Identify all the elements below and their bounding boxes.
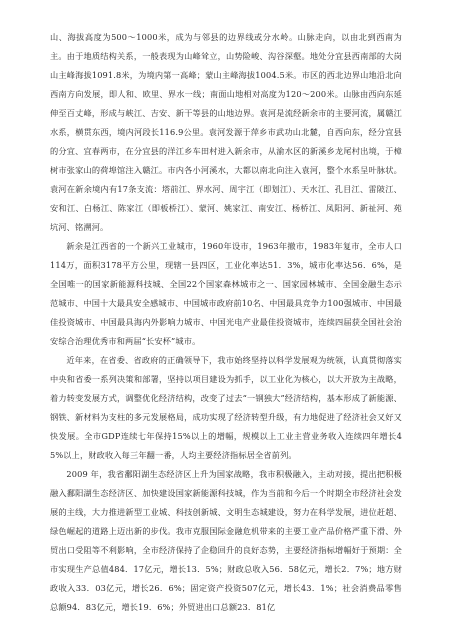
paragraph-geography: 山、海拔高度为500～1000米，成为与邻县的边界线或分水岭。山脉走向，以由北到西南为主。由于地质结构关系，一般表现为山峰耸立，山势险峻、沟谷深壑。地处分宜县西南部的大岗山主峰海拔1091.8米，为境内第一高峰；蒙山主峰海拔1004.5米。市区的西北边界山地沿北向西南方向发展，即人和、欧里、界水一线；南面山地相对高度为120～200米。山脉由西向东延伸至百丈峰，形成与峡江、吉安、新干等县的山地边界。袁河是流经新余市的主要河流，属赣江水系，横贯东西，境内河段长116.9公里。袁河发源于萍乡市武功山北麓，自西向东，经分宜县的分宜、宜春两市，在分宜县的洋江乡车田村进入新余市，从渝水区的新溪乡龙尾村出境，于樟树市张家山的荷埠馆注入赣江。市内各小河溪水，大都以南北向注入袁河，整个水系呈叶脉状。袁河在新余境内有17条支流：塔前江、界水河、周宇江（即划江）、天水江、孔目江、雷陂江、安和江、白杨江、陈家江（即板桥江）、蒙河、姚家江、南安江、杨桥江、凤阳河、新祉河、苑坑河、铭溯河。 xyxy=(50,32,402,232)
paragraph-city-overview: 新余是江西省的一个新兴工业城市，1960年设市，1963年撤市，1983年复市，全市人口114万，面积3178平方公里，现辖一县四区，工业化率达51．3%，城市化率达56．6%，是全国唯一的国家新能源科技城、全国22个国家森林城市之一、国家园林城市、全国金融生态示范城市、中国十大最具安全感城市、中国城市政府前10名、中国最具竞争力100强城市、中国最佳投资城市、中国最具海内外影响力城市、中国光电产业最佳投资城市，连续四届获全国社会治安综合治理优秀市和两届“长安杯”城市。 xyxy=(50,241,402,346)
document-page xyxy=(50,28,402,628)
paragraph-recent-development: 近年来，在省委、省政府的正确领导下，我市始终坚持以科学发展观为统领，认真贯彻落实中央和省委一系列决策和部署，坚持以项目建设为抓手，以工业化为核心，以大开放为主战略，着力转变发展方式，调整优化经济结构，改变了过去“一钢独大”经济结构，基本形成了新能源、钢铁、新材料为支柱的多元发展格局，成功实现了经济转型升级，有力地促进了经济社会又好又快发展。全市GDP连续七年保持15%以上的增幅，规模以上工业主营业务收入连续四年增长45%以上，财政收入每三年翻一番，人均主要经济指标居全省前列。 xyxy=(50,355,402,460)
paragraph-2009-economy: 2009 年，我省鄱阳湖生态经济区上升为国家战略，我市积极融入，主动对接，提出把积极融入鄱阳湖生态经济区、加快建设国家新能源科技城，作为当前和今后一个时期全市经济社会发展的主线，大力推进新型工业城、科技创新城、文明生态城建设，努力在科学发展，进位赶超、绿色崛起的道路上迈出新的步伐。我市克服国际金融危机带来的主要工业产品价格严重下滑、外贸出口受阻等不利影响，全市经济保持了企稳回升的良好态势，主要经济指标增幅好于预期：全市实现生产总值484．17亿元，增长13．5%；财政总收入56．58亿元，增长2．7%；地方财政收入33．03亿元，增长26．6%；固定资产投资507亿元，增长43．1%；社会消费品零售总额94．83亿元，增长19．6%；外贸进出口总额23．81亿 xyxy=(50,469,402,612)
